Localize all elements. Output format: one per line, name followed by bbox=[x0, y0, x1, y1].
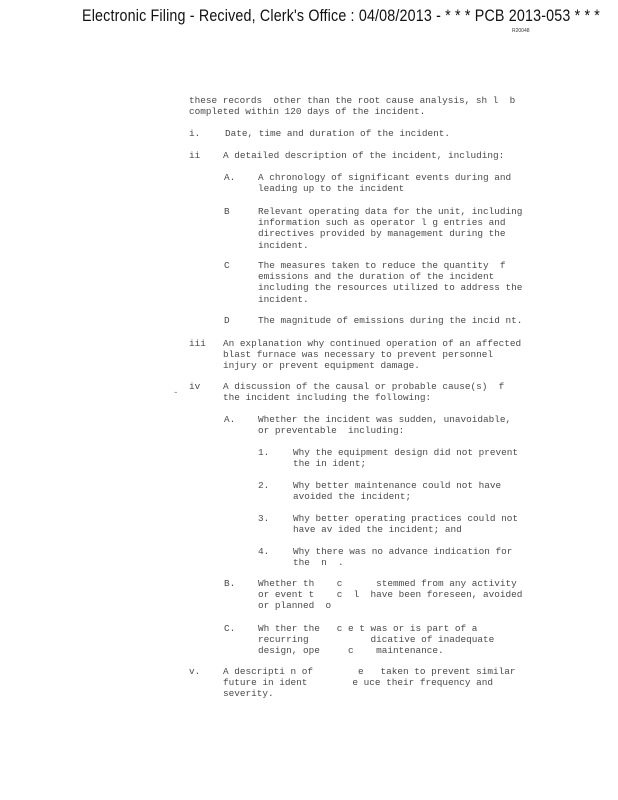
item-iv-text: A discussion of the causal or probable cause(s) f the incident including the following: bbox=[223, 381, 505, 404]
item-iv-a-2-text: Why better maintenance could not have avoided the incident; bbox=[293, 480, 502, 503]
item-iv-a-1-label: 1. bbox=[258, 447, 270, 458]
item-ii-d-text: The magnitude of emissions during the incid nt. bbox=[258, 315, 523, 326]
item-iv-a-4-label: 4. bbox=[258, 546, 270, 557]
electronic-filing-stamp: Electronic Filing - Recived, Clerk's Office : 04/08/2013 - * * * PCB 2013-053 * * * bbox=[82, 6, 601, 25]
item-iii-label: iii bbox=[189, 338, 206, 349]
item-iv-b-text: Whether th c stemmed from any activity or event t c l have been foreseen, avoided or planned o bbox=[258, 578, 523, 612]
item-iv-a-4-text: Why there was no advance indication for the n . bbox=[293, 546, 513, 569]
item-ii-b-text: Relevant operating data for the unit, including information such as operator l g entries and directives provided by management during the incident. bbox=[258, 206, 523, 251]
item-ii-c-label: C bbox=[224, 260, 230, 271]
item-ii-a-text: A chronology of significant events during and leading up to the incident bbox=[258, 172, 512, 195]
item-ii-text: A detailed description of the incident, including: bbox=[223, 150, 505, 161]
item-iv-a-1-text: Why the equipment design did not prevent the in ident; bbox=[293, 447, 519, 470]
item-v-text: A descripti n of e taken to prevent similar future in ident e uce their frequency and severity. bbox=[223, 666, 516, 700]
stray-mark: - bbox=[173, 388, 179, 398]
item-iv-a-text: Whether the incident was sudden, unavoidable, or preventable including: bbox=[258, 414, 512, 437]
item-iv-a-3-text: Why better operating practices could not have av ided the incident; and bbox=[293, 513, 519, 536]
item-iv-a-label: A. bbox=[224, 414, 236, 425]
item-i-text: Date, time and duration of the incident. bbox=[225, 128, 451, 139]
intro-text: these records other than the root cause analysis, sh l b completed within 120 days of the incident. bbox=[189, 95, 516, 118]
item-iv-a-2-label: 2. bbox=[258, 480, 270, 491]
item-ii-a-label: A. bbox=[224, 172, 236, 183]
item-i-label: i. bbox=[189, 128, 201, 139]
item-ii-d-label: D bbox=[224, 315, 230, 326]
item-ii-c-text: The measures taken to reduce the quantity f emissions and the duration of the incident including the resources utilized to address the incident. bbox=[258, 260, 523, 305]
item-iv-c-text: Wh ther the c e t was or is part of a recurring dicative of inadequate design, ope c maintenance. bbox=[258, 623, 495, 657]
item-ii-b-label: B bbox=[224, 206, 230, 217]
item-iv-b-label: B. bbox=[224, 578, 236, 589]
item-v-label: v. bbox=[189, 666, 201, 677]
item-iv-label: iv bbox=[189, 381, 201, 392]
item-ii-label: ii bbox=[189, 150, 201, 161]
page-id-stamp: R20048 bbox=[512, 28, 530, 34]
item-iii-text: An explanation why continued operation of an affected blast furnace was necessary to prevent personnel injury or prevent equipment damage. bbox=[223, 338, 522, 372]
item-iv-c-label: C. bbox=[224, 623, 236, 634]
item-iv-a-3-label: 3. bbox=[258, 513, 270, 524]
